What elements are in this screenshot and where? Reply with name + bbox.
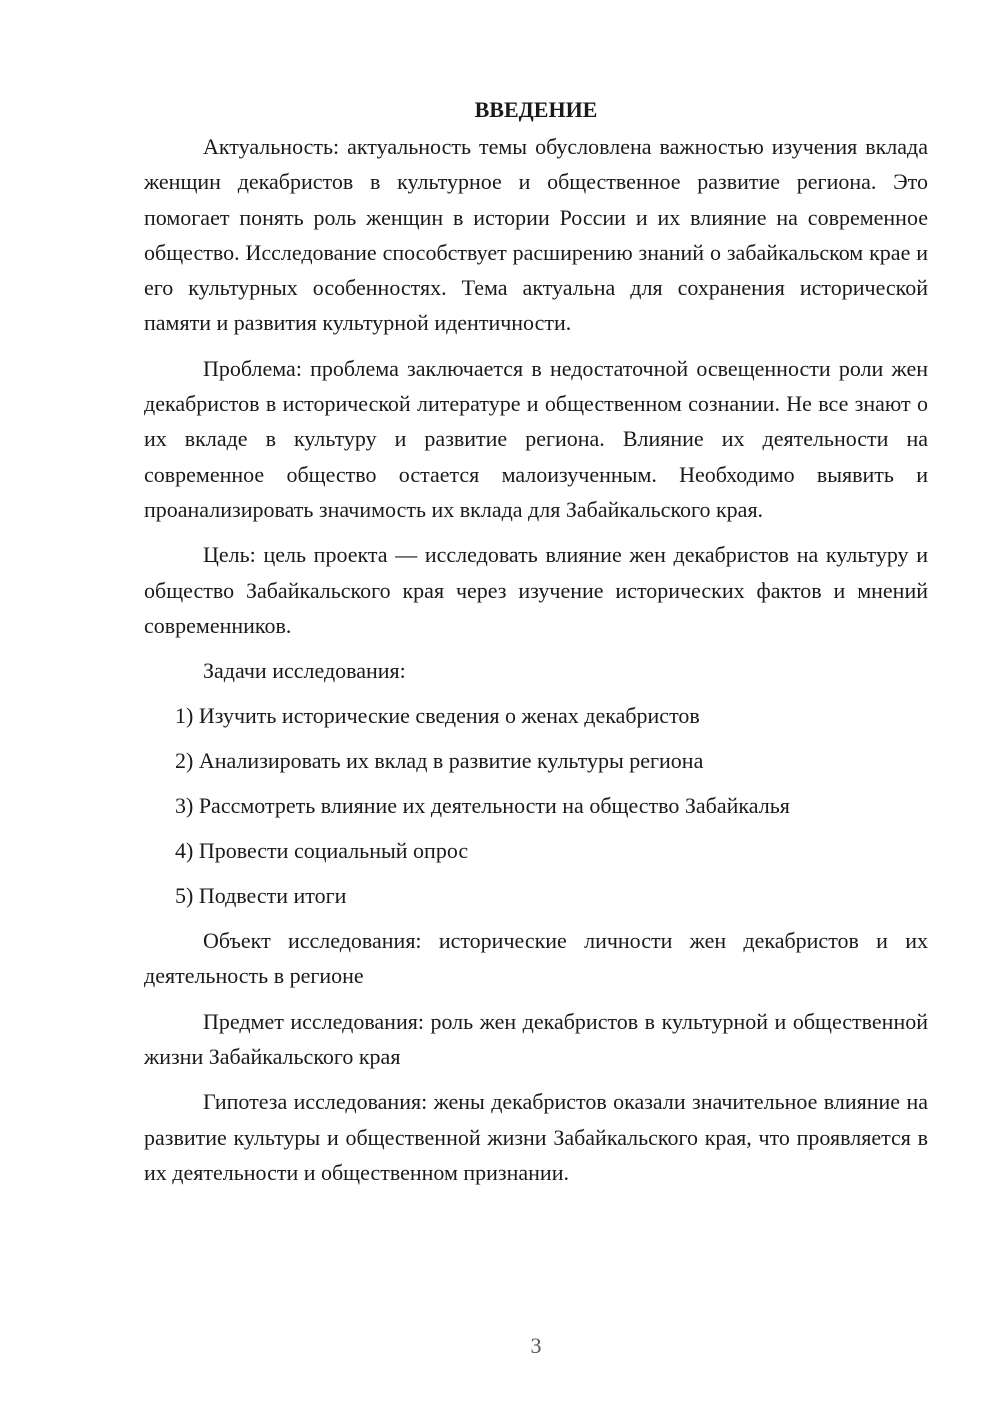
task-item: 1) Изучить исторические сведения о женах декабристов — [175, 703, 700, 729]
page-number: 3 — [530, 1333, 542, 1358]
relevance-paragraph: Актуальность: актуальность темы обусловлена важностью изучения вклада женщин декабристов в культурное и общественное развитие региона. Это помогает понять роль женщин в истории России и их влияние на современное общество. Исследование способствует расширению знаний о забайкальском крае и его культурных особенностях. Тема актуальна для сохранения исторической памяти и развития культурной идентичности. — [144, 134, 928, 336]
task-item: 3) Рассмотреть влияние их деятельности на общество Забайкалья — [175, 793, 790, 819]
task-item: 4) Провести социальный опрос — [175, 838, 469, 864]
subject-paragraph: Предмет исследования: роль жен декабристов в культурной и общественной жизни Забайкальского края — [144, 1008, 928, 1070]
page-title: ВВЕДЕНИЕ — [474, 97, 598, 122]
page-content — [144, 92, 928, 1200]
task-item: 5) Подвести итоги — [175, 883, 347, 909]
goal-paragraph: Цель: цель проекта — исследовать влияние жен декабристов на культуру и общество Забайкальского края через изучение исторических фактов и мнений современников. — [144, 542, 928, 638]
tasks-heading: Задачи исследования: — [203, 658, 406, 684]
task-item: 2) Анализировать их вклад в развитие культуры региона — [175, 748, 704, 774]
problem-paragraph: Проблема: проблема заключается в недостаточной освещенности роли жен декабристов в исторической литературе и общественном сознании. Не все знают о их вкладе в культуру и развитие региона. Влияние их деятельности на современное общество остается малоизученным. Необходимо выявить и проанализировать значимость их вклада для Забайкальского края. — [144, 355, 928, 522]
object-paragraph: Объект исследования: исторические личности жен декабристов и их деятельность в регионе — [144, 928, 928, 989]
hypothesis-paragraph: Гипотеза исследования: жены декабристов оказали значительное влияние на развитие культуры и общественной жизни Забайкальского края, что проявляется в их деятельности и общественном признании. — [144, 1089, 928, 1185]
